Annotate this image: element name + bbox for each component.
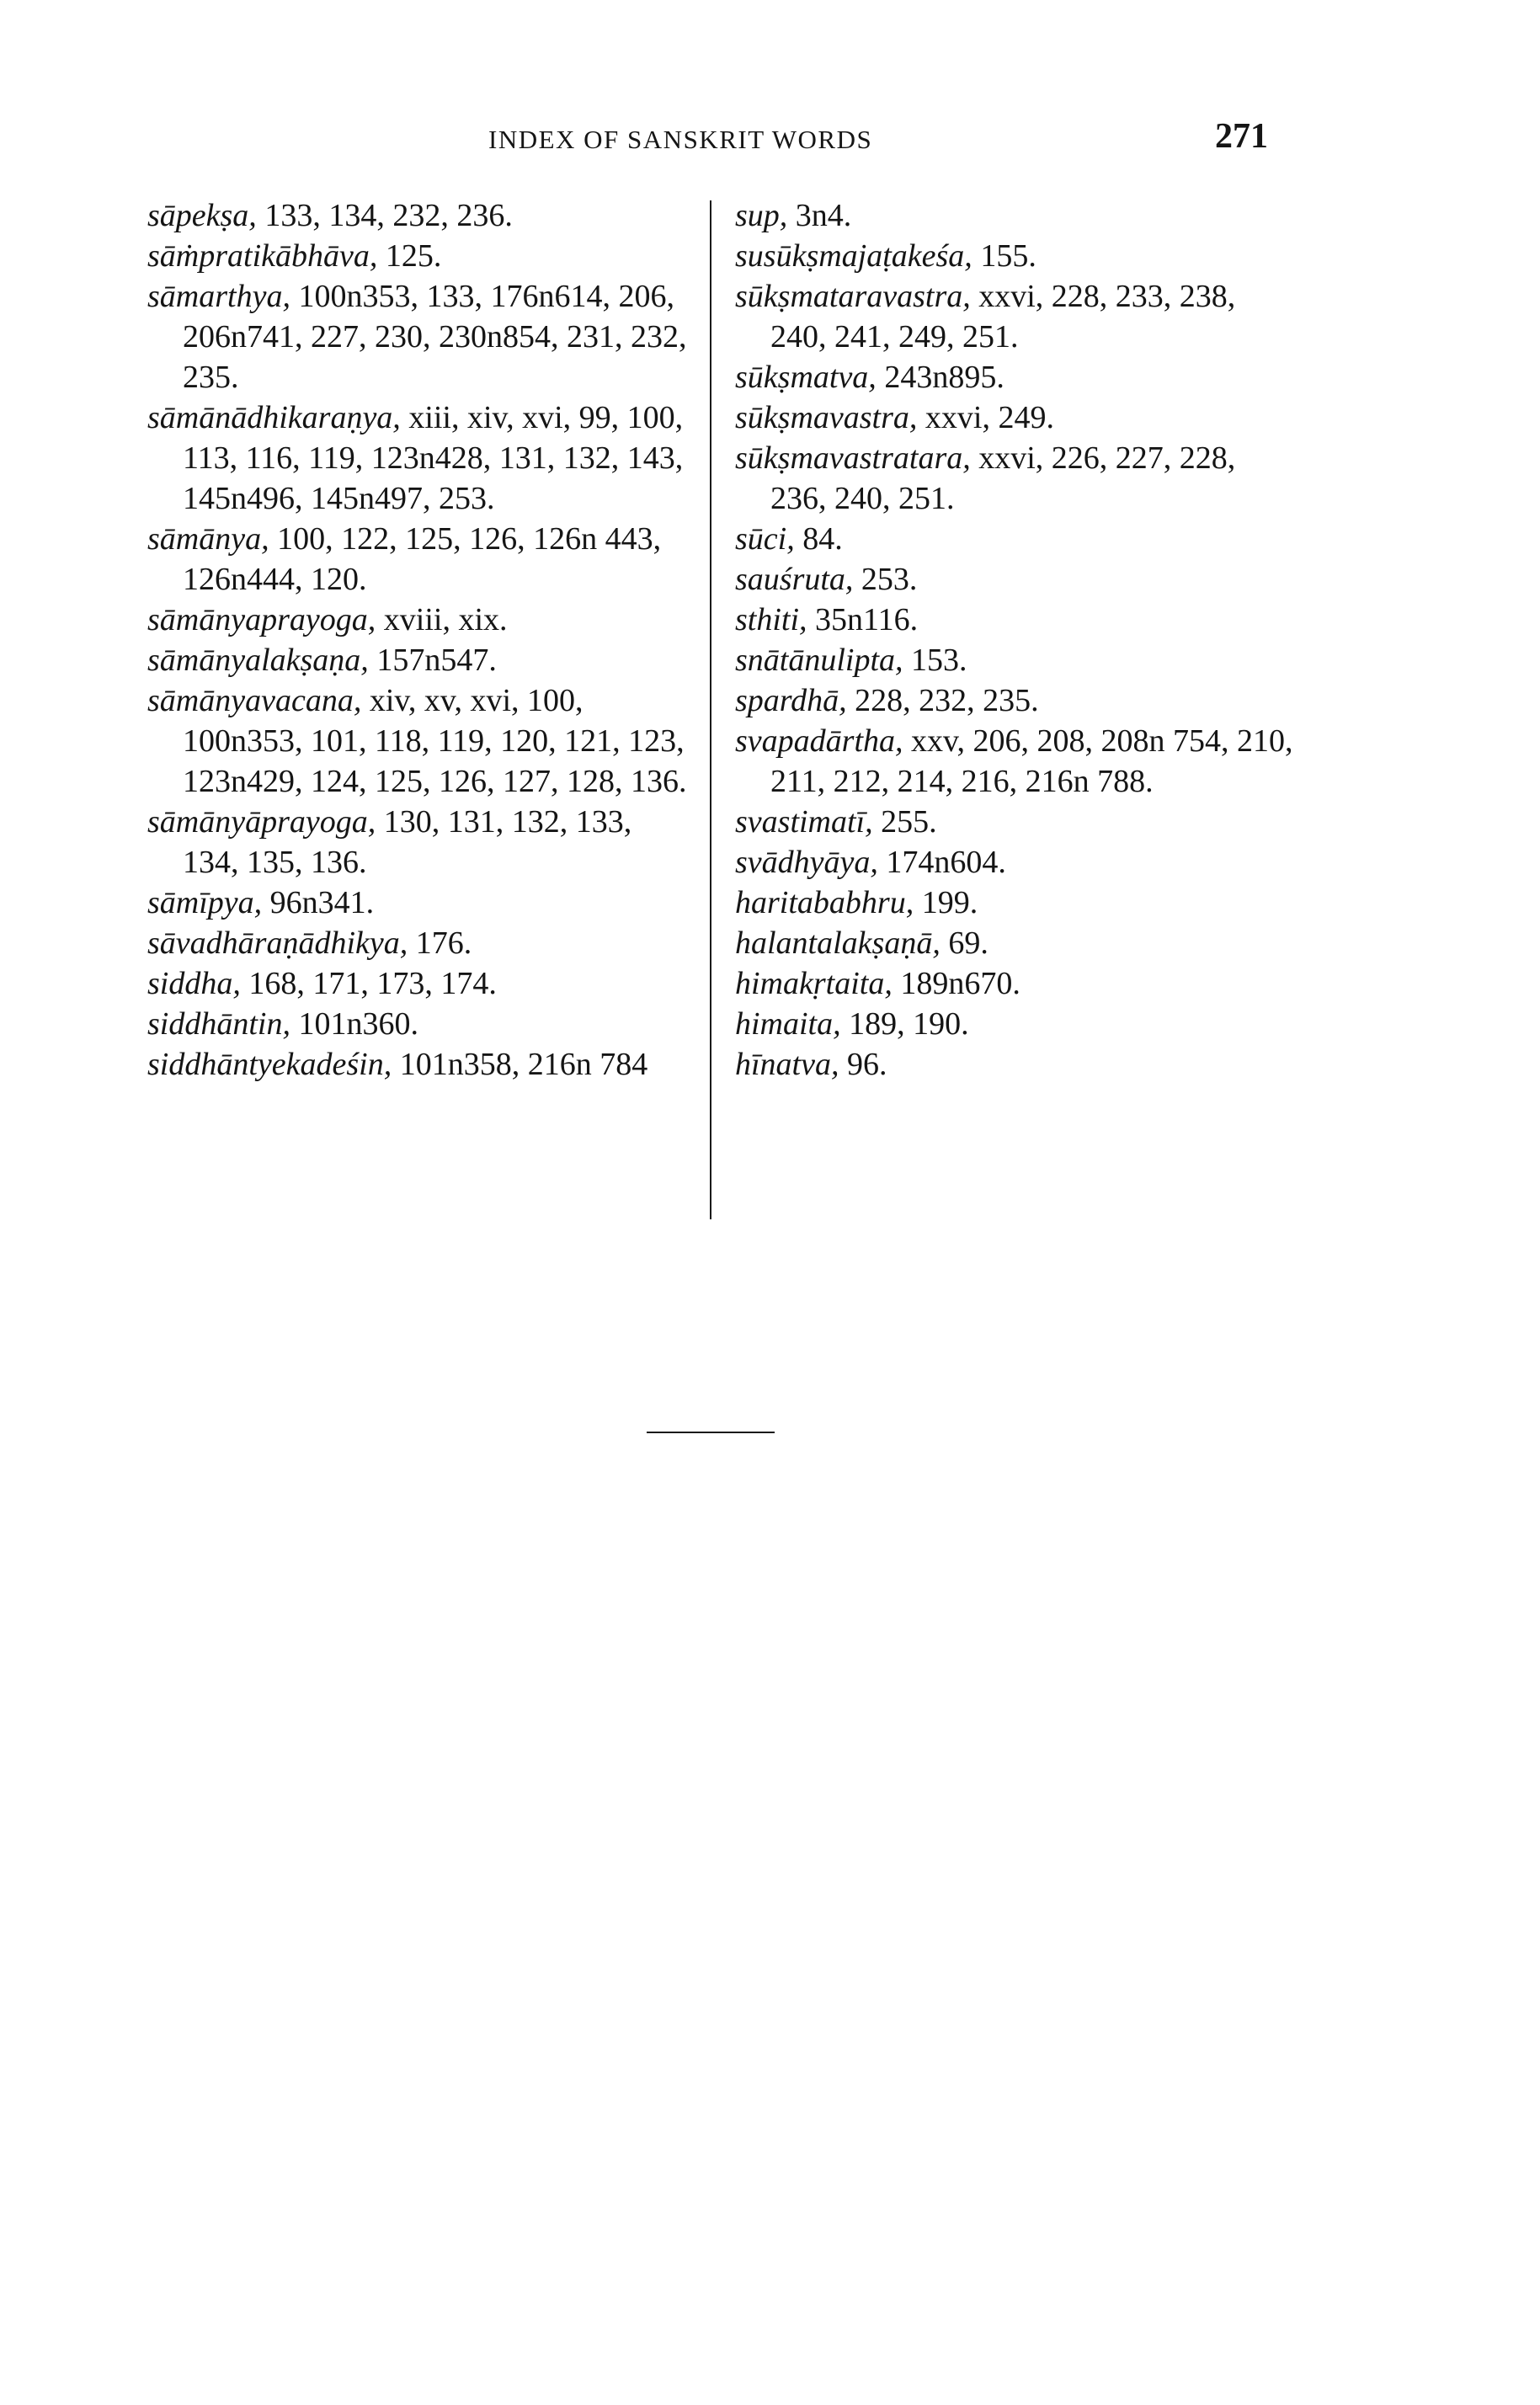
index-page-refs: xxv, 206, 208, 208n 754, 210, 211, 212, 214, 216, 216n 788. [770, 723, 1293, 799]
index-page-refs: xviii, xix. [383, 602, 508, 637]
index-page-refs: 153. [911, 643, 967, 678]
index-term: siddhāntin, [147, 1006, 290, 1042]
index-entry [147, 600, 695, 640]
index-page-refs: 84. [802, 521, 843, 557]
index-entry [735, 680, 1295, 721]
index-entry [147, 963, 695, 1004]
index-term: sūkṣmavastra, [735, 400, 918, 435]
index-term: sāmānyalakṣaṇa, [147, 643, 369, 678]
index-entry [147, 236, 695, 276]
index-term: sāmarthya, [147, 279, 290, 314]
index-entry [735, 600, 1295, 640]
index-page-refs: 228, 232, 235. [855, 683, 1039, 718]
index-page-refs: 125. [385, 238, 442, 274]
index-term: sāpekṣa, [147, 198, 257, 233]
index-term: spardhā, [735, 683, 847, 718]
index-term: sāmānādhikaraṇya, [147, 400, 401, 435]
index-entry [147, 680, 695, 802]
index-entry [735, 236, 1295, 276]
index-page-refs: xxvi, 249. [925, 400, 1054, 435]
index-entry [735, 276, 1295, 357]
index-entry [735, 640, 1295, 680]
end-rule [647, 1432, 775, 1433]
index-column-right [735, 195, 1295, 1085]
index-column-left [147, 195, 695, 1085]
index-entry [735, 357, 1295, 397]
index-entry [735, 842, 1295, 883]
index-entry [735, 438, 1295, 519]
index-term: sūkṣmatva, [735, 360, 877, 395]
index-page-refs: 96. [846, 1047, 887, 1082]
index-page-refs: 168, 171, 173, 174. [248, 966, 497, 1001]
index-page-refs: 255. [881, 804, 937, 840]
index-term: himaita, [735, 1006, 841, 1042]
index-term: sāmīpya, [147, 885, 263, 920]
index-page-refs: 174n604. [886, 845, 1006, 880]
index-term: susūkṣmajaṭakeśa, [735, 238, 972, 274]
column-divider [710, 200, 711, 1219]
index-entry [735, 883, 1295, 923]
index-term: siddhāntyekadeśin, [147, 1047, 392, 1082]
running-head: INDEX OF SANSKRIT WORDS [488, 125, 873, 154]
index-page-refs: 96n341. [269, 885, 375, 920]
index-entry [735, 195, 1295, 236]
index-entry [147, 276, 695, 397]
index-term: sāmānyavacana, [147, 683, 362, 718]
index-page-refs: 69. [948, 925, 988, 961]
index-term: svastimatī, [735, 804, 873, 840]
index-page-refs: xiv, xv, xvi, 100, 100n353, 101, 118, 119, 120, 121, 123, 123n429, 124, 125, 126, 127, 128, 136. [183, 683, 687, 799]
index-entry [147, 195, 695, 236]
index-entry [735, 802, 1295, 842]
index-term: siddha, [147, 966, 241, 1001]
index-page-refs: xxvi, 226, 227, 228, 236, 240, 251. [770, 440, 1236, 516]
index-entry [735, 559, 1295, 600]
index-term: sūkṣmataravastra, [735, 279, 971, 314]
index-term: sūkṣmavastratara, [735, 440, 971, 476]
index-page-refs: 100n353, 133, 176n614, 206, 206n741, 227, 230, 230n854, 231, 232, 235. [183, 279, 687, 395]
index-entry [735, 519, 1295, 559]
index-page-refs: 199. [921, 885, 978, 920]
index-page-refs: 3n4. [795, 198, 852, 233]
index-entry [147, 883, 695, 923]
index-term: sāvadhāraṇādhikya, [147, 925, 408, 961]
index-term: sauśruta, [735, 562, 854, 597]
index-entry [147, 1044, 695, 1085]
index-page-refs: 101n358, 216n 784 [399, 1047, 648, 1082]
index-term: sāṁpratikābhāva, [147, 238, 378, 274]
index-term: sāmānyāprayoga, [147, 804, 376, 840]
index-page-refs: 157n547. [376, 643, 497, 678]
index-entry [735, 1044, 1295, 1085]
page-number: 271 [1215, 117, 1268, 156]
index-page-refs: 155. [980, 238, 1036, 274]
index-term: sūci, [735, 521, 795, 557]
index-term: sup, [735, 198, 788, 233]
index-page-refs: 101n360. [298, 1006, 418, 1042]
index-entry [147, 640, 695, 680]
index-page-refs: 189n670. [900, 966, 1020, 1001]
index-term: halantalakṣaṇā, [735, 925, 941, 961]
index-term: himakṛtaita, [735, 966, 893, 1001]
index-term: svapadārtha, [735, 723, 903, 759]
index-term: haritababhru, [735, 885, 914, 920]
index-page-refs: 130, 131, 132, 133, 134, 135, 136. [183, 804, 632, 880]
index-entry [735, 923, 1295, 963]
index-entry [147, 519, 695, 600]
index-page-refs: 189, 190. [849, 1006, 969, 1042]
index-term: snātānulipta, [735, 643, 903, 678]
index-page-refs: 35n116. [815, 602, 919, 637]
index-entry [735, 721, 1295, 802]
index-entry [735, 1004, 1295, 1044]
index-page-refs: 100, 122, 125, 126, 126n 443, 126n444, 120. [183, 521, 662, 597]
index-entry [147, 802, 695, 883]
index-page-refs: 253. [861, 562, 918, 597]
index-entry [735, 397, 1295, 438]
index-term: svādhyāya, [735, 845, 878, 880]
index-entry [147, 1004, 695, 1044]
index-term: sāmānyaprayoga, [147, 602, 376, 637]
index-page-refs: 243n895. [884, 360, 1004, 395]
index-page-refs: 133, 134, 232, 236. [264, 198, 513, 233]
index-entry [147, 923, 695, 963]
index-term: sāmānya, [147, 521, 269, 557]
index-term: sthiti, [735, 602, 807, 637]
index-page-refs: xxvi, 228, 233, 238, 240, 241, 249, 251. [770, 279, 1236, 355]
index-page-refs: 176. [415, 925, 472, 961]
index-page-refs: xiii, xiv, xvi, 99, 100, 113, 116, 119, 123n428, 131, 132, 143, 145n496, 145n497, 253. [183, 400, 684, 516]
index-term: hīnatva, [735, 1047, 839, 1082]
index-entry [735, 963, 1295, 1004]
index-entry [147, 397, 695, 519]
